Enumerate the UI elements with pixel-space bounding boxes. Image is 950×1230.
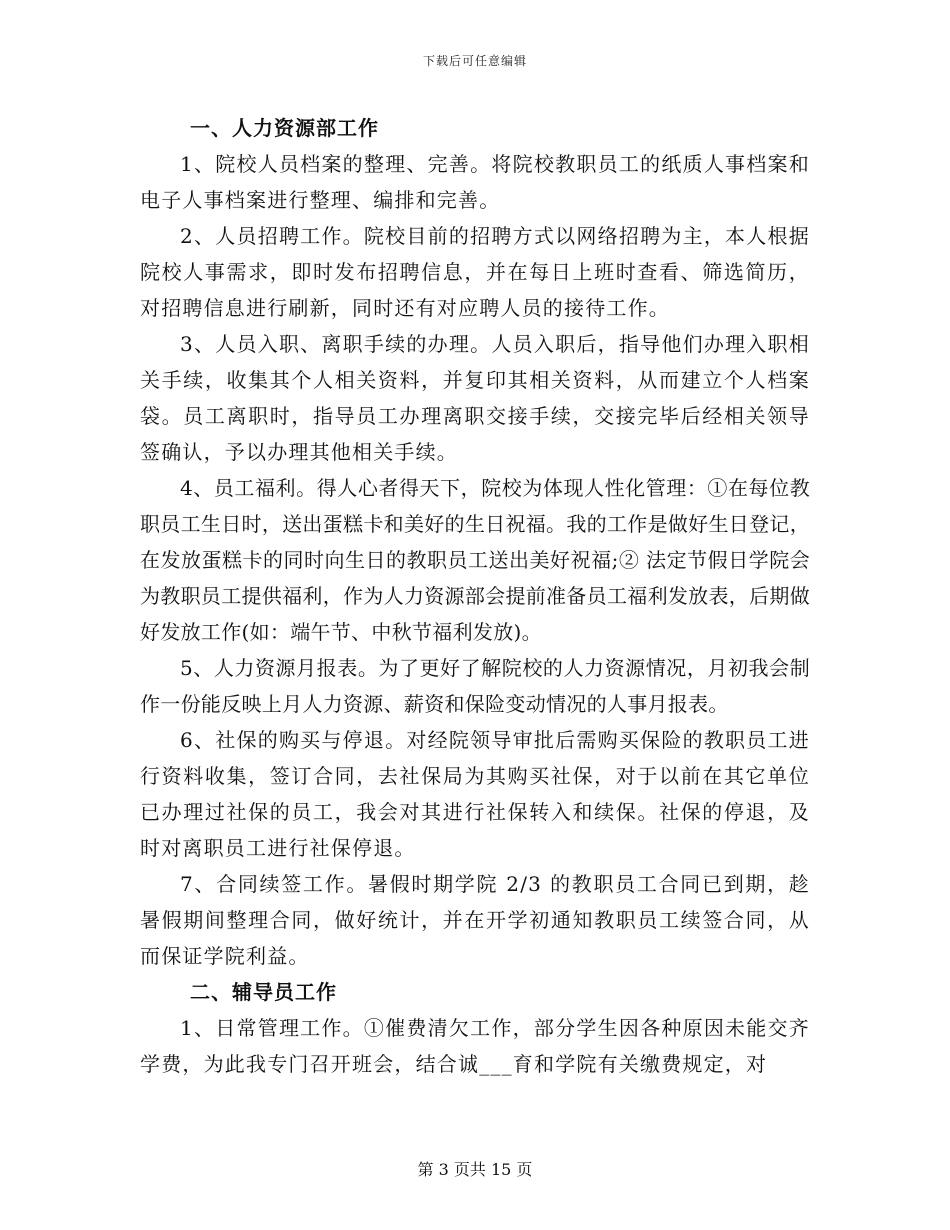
page-header-note: 下载后可任意编辑: [422, 54, 527, 68]
paragraph-hr-2: 2、人员招聘工作。院校目前的招聘方式以网络招聘为主，本人根据院校人事需求，即时发布招聘信息，并在每日上班时查看、筛选简历，对招聘信息进行刷新，同时还有对应聘人员的接待工作。: [140, 224, 810, 320]
document-body: [140, 110, 810, 1082]
section-heading-counselor: 二、辅导员工作: [190, 980, 337, 1004]
paragraph-counselor-1: 1、日常管理工作。①催费清欠工作，部分学生因各种原因未能交齐学费，为此我专门召开班会，结合诚___育和学院有关缴费规定，对: [140, 1016, 810, 1076]
paragraph-hr-3: 3、人员入职、离职手续的办理。人员入职后，指导他们办理入职相关手续，收集其个人相关资料，并复印其相关资料，从而建立个人档案袋。员工离职时，指导员工办理离职交接手续，交接完毕后经相关领导签确认，予以办理其他相关手续。: [140, 332, 810, 464]
paragraph-hr-1: 1、院校人员档案的整理、完善。将院校教职员工的纸质人事档案和电子人事档案进行整理、编排和完善。: [140, 152, 810, 212]
paragraph-hr-4: 4、员工福利。得人心者得天下，院校为体现人性化管理：①在每位教职员工生日时，送出蛋糕卡和美好的生日祝福。我的工作是做好生日登记，在发放蛋糕卡的同时向生日的教职员工送出美好祝福;② 法定节假日学院会为教职员工提供福利，作为人力资源部会提前准备员工福利发放表，后期做好发放工作(如：端午节、中秋节福利发放)。: [140, 476, 810, 644]
section-heading-hr: 一、人力资源部工作: [190, 116, 379, 140]
paragraph-hr-7: 7、合同续签工作。暑假时期学院 2/3 的教职员工合同已到期，趁暑假期间整理合同，做好统计，并在开学初通知教职员工续签合同，从而保证学院利益。: [140, 872, 810, 968]
page-number: 第 3 页共 15 页: [417, 1160, 533, 1179]
paragraph-hr-6: 6、社保的购买与停退。对经院领导审批后需购买保险的教职员工进行资料收集，签订合同，去社保局为其购买社保，对于以前在其它单位已办理过社保的员工，我会对其进行社保转入和续保。社保的停退，及时对离职员工进行社保停退。: [140, 728, 810, 860]
paragraph-hr-5: 5、人力资源月报表。为了更好了解院校的人力资源情况，月初我会制作一份能反映上月人力资源、薪资和保险变动情况的人事月报表。: [140, 656, 810, 716]
